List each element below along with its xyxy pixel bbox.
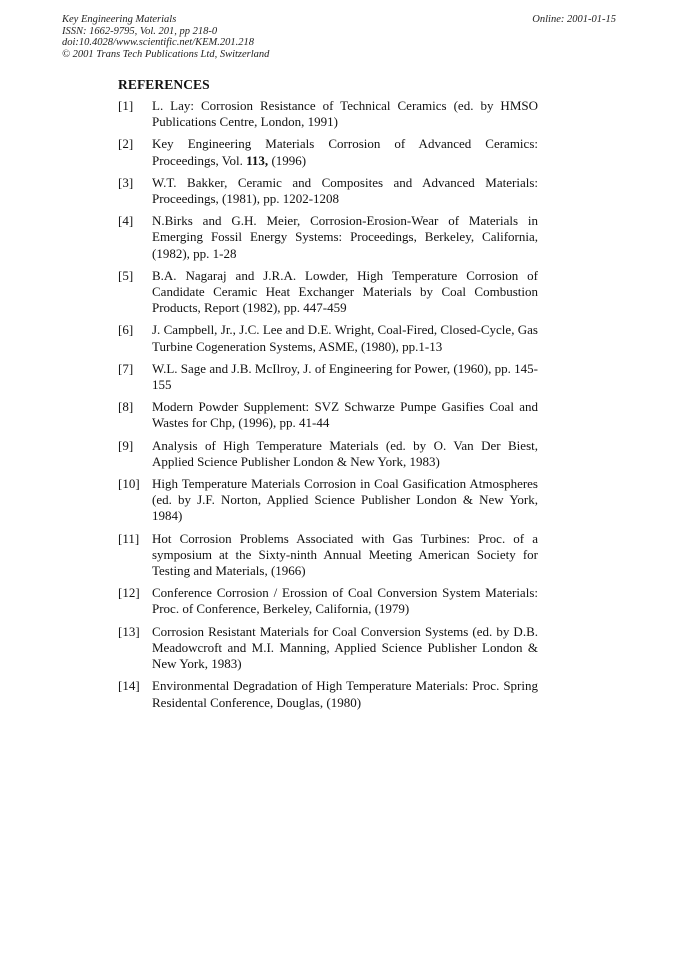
reference-number: [3] — [118, 174, 134, 190]
issn-line: ISSN: 1662-9795, Vol. 201, pp 218-0 — [62, 25, 218, 37]
reference-item — [118, 213, 538, 262]
reference-item — [118, 322, 538, 354]
reference-item — [118, 678, 538, 710]
reference-number: [14] — [118, 678, 140, 694]
journal-name: Key Engineering Materials — [62, 14, 177, 25]
reference-number: [7] — [118, 360, 134, 376]
reference-item — [118, 624, 538, 673]
references-section — [118, 77, 538, 717]
reference-text: Corrosion Resistant Materials for Coal Conversion Systems (ed. by D.B. Meadowcroft and M.I. Manning, Applied Science Publisher London & New York, 1983) — [152, 623, 538, 672]
reference-text: Conference Corrosion / Erossion of Coal Conversion System Materials: Proc. of Conference, Berkeley, California, (1979) — [152, 585, 538, 617]
reference-item — [118, 585, 538, 617]
reference-number: [13] — [118, 623, 140, 639]
online-date: Online: 2001-01-15 — [532, 14, 616, 25]
reference-text: W.T. Bakker, Ceramic and Composites and Advanced Materials: Proceedings, (1981), pp. 1202-1208 — [152, 174, 538, 207]
reference-text: B.A. Nagaraj and J.R.A. Lowder, High Temperature Corrosion of Candidate Ceramic Heat Exchanger Materials by Coal Combustion Products, Report (1982), pp. 447-459 — [152, 267, 538, 316]
reference-text: Modern Powder Supplement: SVZ Schwarze Pumpe Gasifies Coal and Wastes for Chp, (1996), pp. 41-44 — [152, 399, 538, 431]
reference-text: J. Campbell, Jr., J.C. Lee and D.E. Wright, Coal-Fired, Closed-Cycle, Gas Turbine Cogeneration Systems, ASME, (1980), pp.1-13 — [152, 322, 538, 354]
reference-item — [118, 175, 538, 207]
reference-item — [118, 268, 538, 317]
reference-text-part: (1996) — [268, 152, 307, 168]
reference-number: [4] — [118, 213, 134, 229]
reference-number: [5] — [118, 267, 134, 283]
reference-text: L. Lay: Corrosion Resistance of Technical Ceramics (ed. by HMSO Publications Centre, London, 1991) — [152, 98, 538, 130]
reference-text — [152, 136, 538, 168]
reference-number: [2] — [118, 136, 134, 152]
page-header — [62, 14, 616, 60]
reference-text: High Temperature Materials Corrosion in Coal Gasification Atmospheres (ed. by J.F. Norton, Applied Science Publisher London & New York, 1984) — [152, 476, 538, 524]
references-heading: REFERENCES — [118, 77, 210, 92]
reference-item — [118, 98, 538, 130]
reference-text: W.L. Sage and J.B. McIlroy, J. of Engineering for Power, (1960), pp. 145-155 — [152, 360, 538, 393]
reference-text: Analysis of High Temperature Materials (ed. by O. Van Der Biest, Applied Science Publisher London & New York, 1983) — [152, 437, 538, 469]
copyright-line: © 2001 Trans Tech Publications Ltd, Switzerland — [62, 48, 270, 60]
reference-text-part: Key Engineering Materials Corrosion of Advanced Ceramics: Proceedings, Vol. — [152, 136, 538, 168]
reference-text: Hot Corrosion Problems Associated with Gas Turbines: Proc. of a symposium at the Sixty-ninth Annual Meeting American Society for Testing and Materials, (1966) — [152, 530, 538, 579]
reference-number: [1] — [118, 98, 134, 113]
reference-item — [118, 476, 538, 525]
reference-item — [118, 136, 538, 168]
reference-text: Environmental Degradation of High Temperature Materials: Proc. Spring Residental Conference, Douglas, (1980) — [152, 678, 538, 710]
reference-text: N.Birks and G.H. Meier, Corrosion-Erosion-Wear of Materials in Emerging Fossil Energy Systems: Proceedings, Berkeley, California, (1982), pp. 1-28 — [152, 213, 538, 261]
reference-number: [11] — [118, 530, 140, 546]
doi-line: doi:10.4028/www.scientific.net/KEM.201.218 — [62, 37, 254, 48]
reference-item — [118, 361, 538, 393]
reference-number: [10] — [118, 476, 140, 492]
reference-number: [6] — [118, 322, 134, 338]
reference-number: [12] — [118, 585, 140, 601]
reference-item — [118, 438, 538, 470]
reference-number: [8] — [118, 399, 134, 415]
reference-item — [118, 399, 538, 431]
reference-item — [118, 531, 538, 580]
reference-number: [9] — [118, 437, 134, 453]
reference-volume-bold: 113, — [246, 152, 269, 168]
